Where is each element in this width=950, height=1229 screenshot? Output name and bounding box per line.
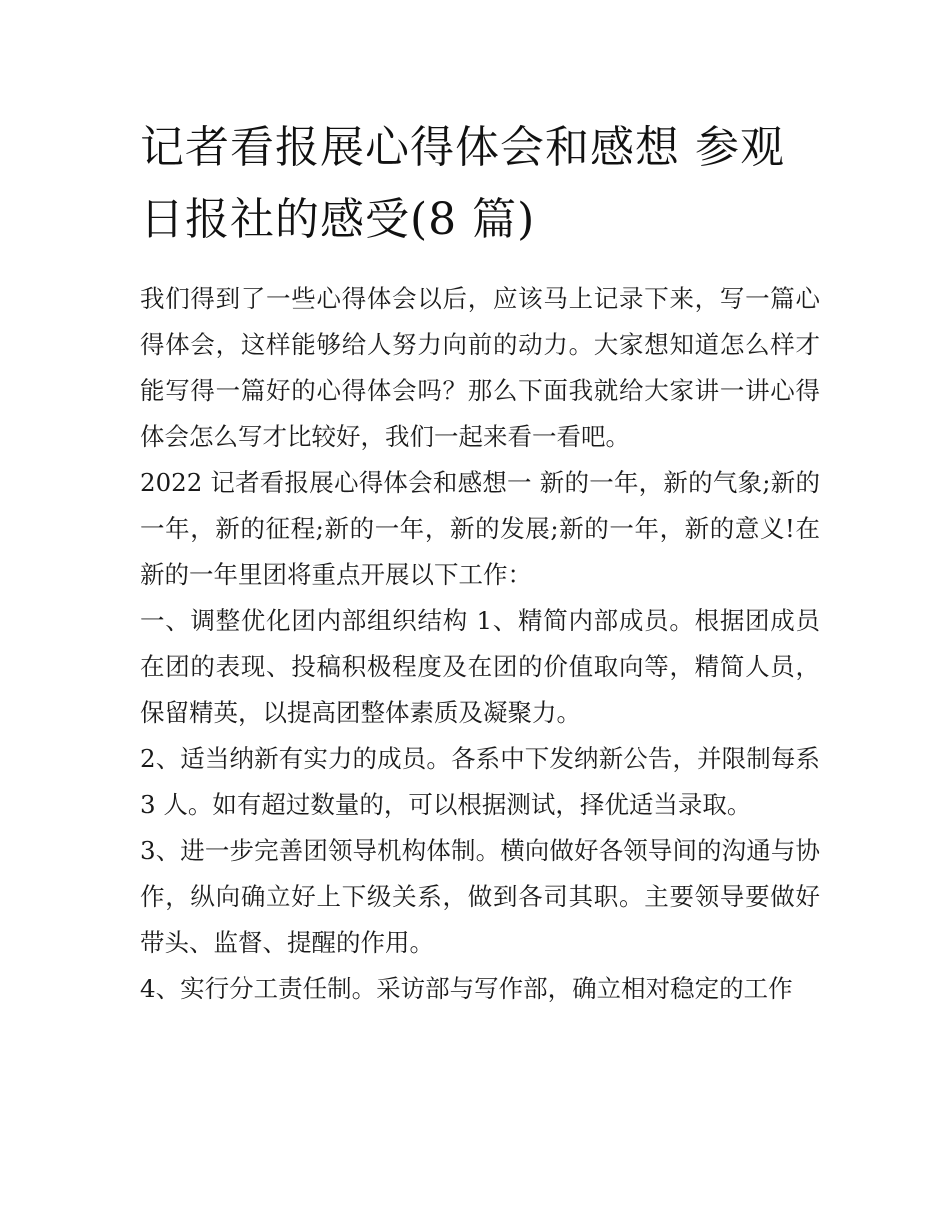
document-body [140,112,820,1012]
paragraph-item-1: 一、调整优化团内部组织结构 1、精简内部成员。根据团成员在团的表现、投稿积极程度及在团的价值取向等，精简人员，保留精英，以提高团整体素质及凝聚力。 [140,606,820,727]
paragraph-item-3: 3、进一步完善团领导机构体制。横向做好各领导间的沟通与协作，纵向确立好上下级关系，做到各司其职。主要领导要做好带头、监督、提醒的作用。 [140,836,820,957]
paragraph-intro: 我们得到了一些心得体会以后，应该马上记录下来，写一篇心得体会，这样能够给人努力向前的动力。大家想知道怎么样才能写得一篇好的心得体会吗？那么下面我就给大家讲一讲心得体会怎么写才比较好，我们一起来看一看吧。 [140,284,820,451]
document-title: 记者看报展心得体会和感想 参观日报社的感受(8 篇) [140,122,785,245]
paragraph-item-2: 2、适当纳新有实力的成员。各系中下发纳新公告，并限制每系 3 人。如有超过数量的，可以根据测试，择优适当录取。 [140,744,820,819]
paragraph-item-4: 4、实行分工责任制。采访部与写作部，确立相对稳定的工作 [140,974,793,1003]
paragraph-section-one: 2022 记者看报展心得体会和感想一 新的一年，新的气象;新的一年，新的征程;新的一年，新的发展;新的一年，新的意义!在新的一年里团将重点开展以下工作： [140,468,820,589]
